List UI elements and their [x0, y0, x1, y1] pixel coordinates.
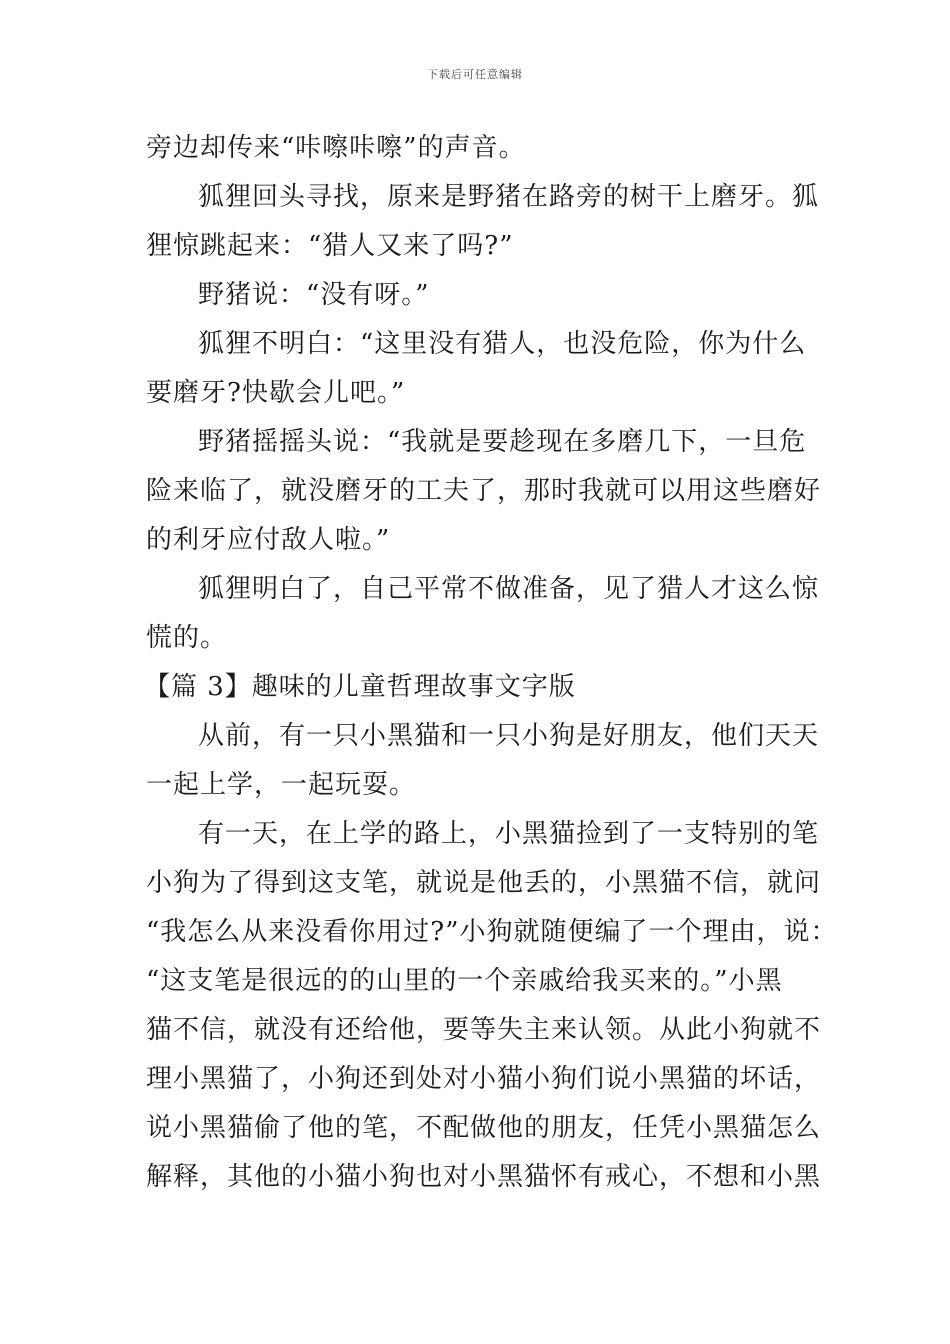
text-line: “我怎么从来没看你用过?”小狗就随便编了一个理由，说：: [146, 917, 838, 947]
text-line: “这支笔是很远的的山里的一个亲戚给我买来的。”小黑: [146, 966, 783, 996]
text-line: 理小黑猫了，小狗还到处对小猫小狗们说小黑猫的坏话，: [146, 1064, 822, 1094]
text-line: 要磨牙?快歇会儿吧。”: [146, 378, 406, 408]
text-line: 狐狸明白了，自己平常不做准备，见了猎人才这么惊: [198, 574, 820, 604]
text-line: 说小黑猫偷了他的笔，不配做他的朋友，任凭小黑猫怎么: [146, 1113, 822, 1143]
text-line: 小狗为了得到这支笔，就说是他丢的，小黑猫不信，就问: [146, 868, 822, 898]
text-line: 猫不信，就没有还给他，要等失主来认领。从此小狗就不: [146, 1015, 822, 1045]
text-line: 险来临了，就没磨牙的工夫了，那时我就可以用这些磨好: [146, 476, 822, 506]
text-line: 的利牙应付敌人啦。”: [146, 525, 391, 555]
text-line: 从前，有一只小黑猫和一只小狗是好朋友，他们天天: [198, 721, 820, 751]
section-heading: 【篇 3】趣味的儿童哲理故事文字版: [144, 672, 576, 702]
text-line: 野猪摇摇头说：“我就是要趁现在多磨几下，一旦危: [198, 427, 807, 457]
text-line: 解释，其他的小猫小狗也对小黑猫怀有戒心，不想和小黑: [146, 1162, 822, 1192]
text-line: 狸惊跳起来：“猎人又来了吗?”: [146, 231, 514, 261]
text-line: 慌的。: [146, 623, 228, 653]
text-line: 野猪说：“没有呀。”: [198, 280, 430, 310]
text-line: 狐狸不明白：“这里没有猎人，也没危险，你为什么: [198, 329, 807, 359]
text-line: 一起上学，一起玩耍。: [146, 770, 417, 800]
text-line: 有一天，在上学的路上，小黑猫捡到了一支特别的笔: [198, 819, 820, 849]
page-header: 下载后可任意编辑: [427, 68, 523, 81]
text-line: 狐狸回头寻找，原来是野猪在路旁的树干上磨牙。狐: [198, 182, 820, 212]
text-line: 旁边却传来“咔嚓咔嚓”的声音。: [146, 133, 526, 163]
document-body: [144, 124, 838, 1202]
